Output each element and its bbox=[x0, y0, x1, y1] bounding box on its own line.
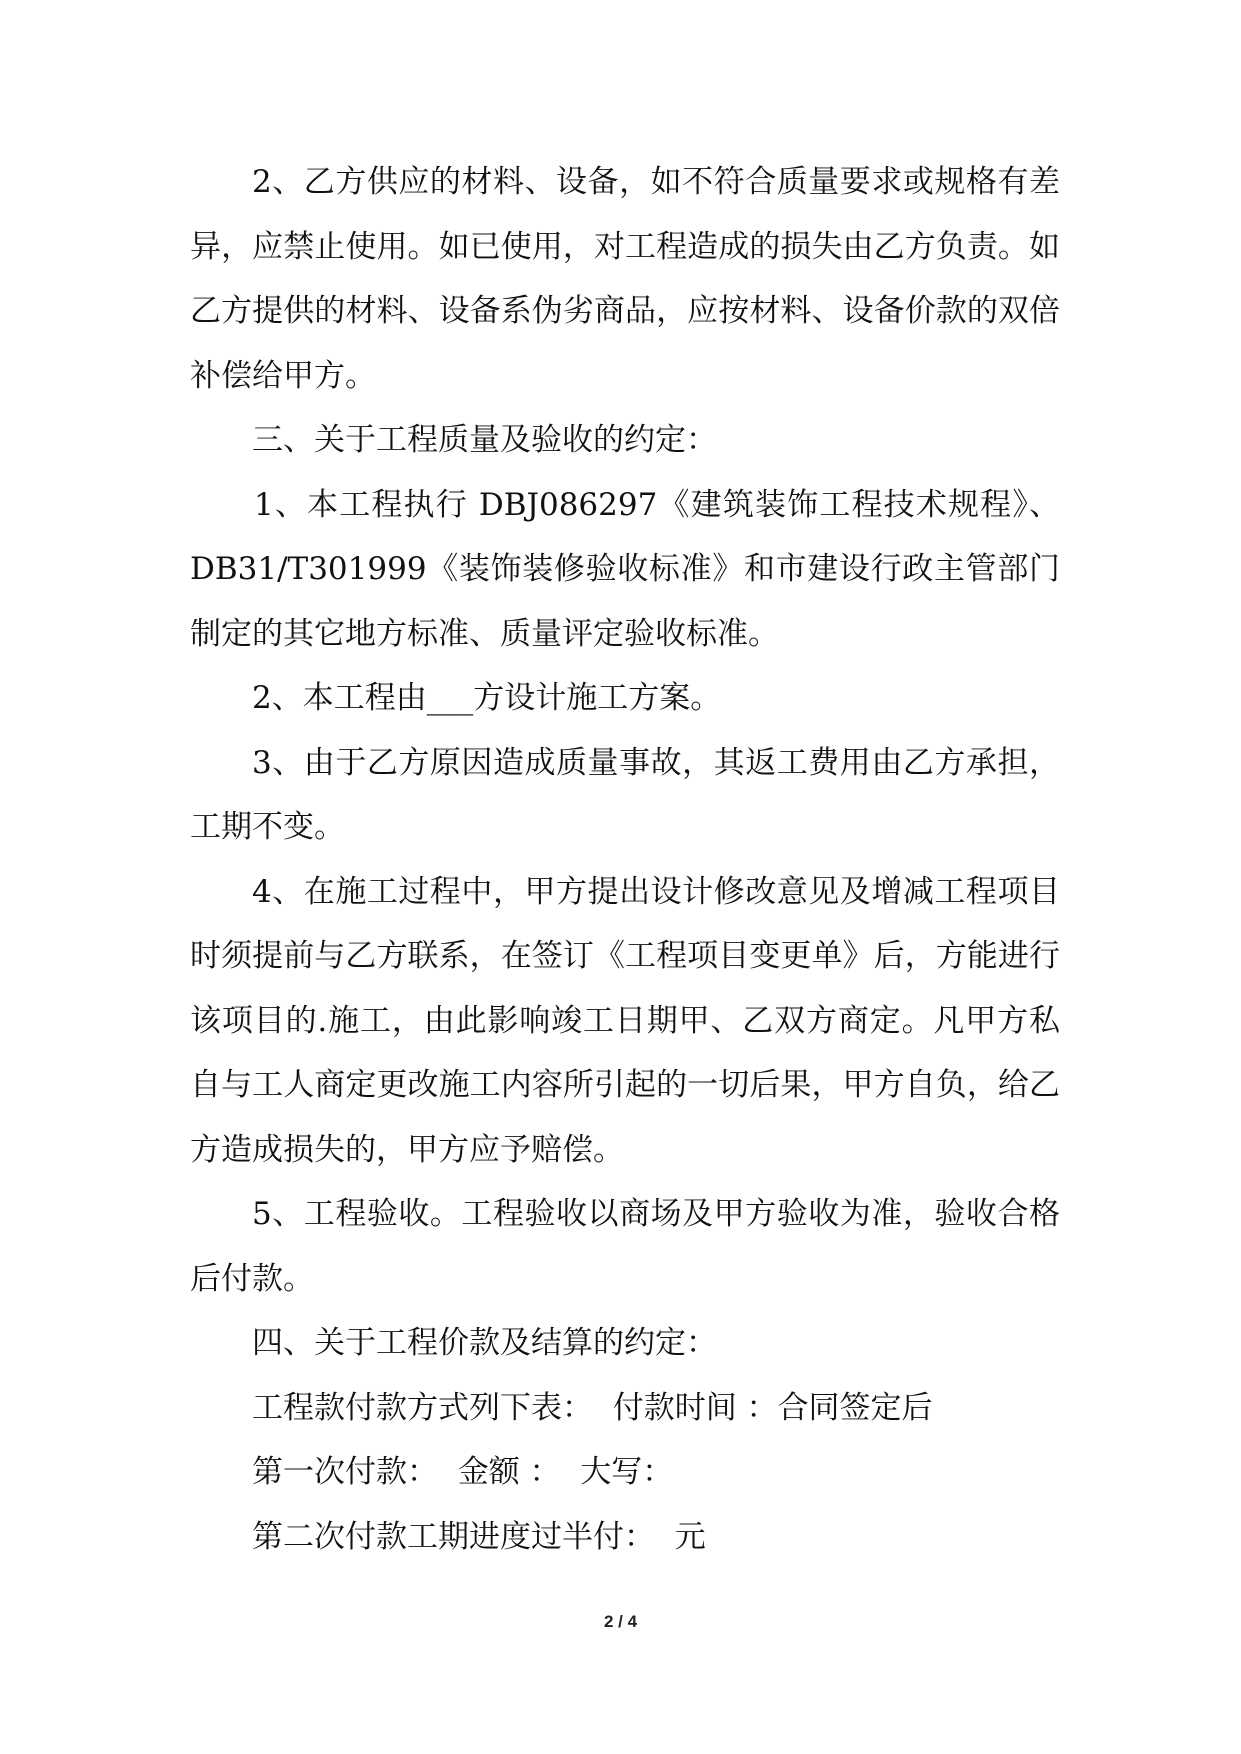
paragraph-second-payment: 第二次付款工期进度过半付： 元 bbox=[252, 1518, 706, 1555]
paragraph-standards: 1、本工程执行 DBJ086297《建筑装饰工程技术规程》、DB31/T301999《装饰装修验收标准》和市建设行政主管部门制定的其它地方标准、质量评定验收标准。 bbox=[190, 486, 1060, 652]
document-body bbox=[190, 150, 1060, 1569]
paragraph-design-changes: 4、在施工过程中，甲方提出设计修改意见及增减工程项目时须提前与乙方联系，在签订《工程项目变更单》后，方能进行该项目的.施工，由此影响竣工日期甲、乙双方商定。凡甲方私自与工人商定更改施工内容所引起的一切后果，甲方自负，给乙方造成损失的，甲方应予赔偿。 bbox=[190, 873, 1060, 1168]
paragraph-payment-method: 工程款付款方式列下表： 付款时间 ：合同签定后 bbox=[252, 1389, 933, 1426]
paragraph-quality-accident: 3、由于乙方原因造成质量事故，其返工费用由乙方承担，工期不变。 bbox=[190, 744, 1060, 845]
paragraph-design-party: 2、本工程由___方设计施工方案。 bbox=[252, 680, 722, 716]
paragraph-acceptance: 5、工程验收。工程验收以商场及甲方验收为准，验收合格后付款。 bbox=[190, 1196, 1060, 1297]
page-number: 2 / 4 bbox=[603, 1612, 638, 1631]
heading-quality-acceptance: 三、关于工程质量及验收的约定： bbox=[252, 422, 717, 458]
heading-price-settlement: 四、关于工程价款及结算的约定： bbox=[252, 1325, 717, 1361]
paragraph-material-quality: 2、乙方供应的材料、设备，如不符合质量要求或规格有差异，应禁止使用。如已使用，对工程造成的损失由乙方负责。如乙方提供的材料、设备系伪劣商品，应按材料、设备价款的双倍补偿给甲方。 bbox=[190, 164, 1060, 394]
paragraph-first-payment: 第一次付款： 金额 ： 大写： bbox=[252, 1454, 674, 1490]
